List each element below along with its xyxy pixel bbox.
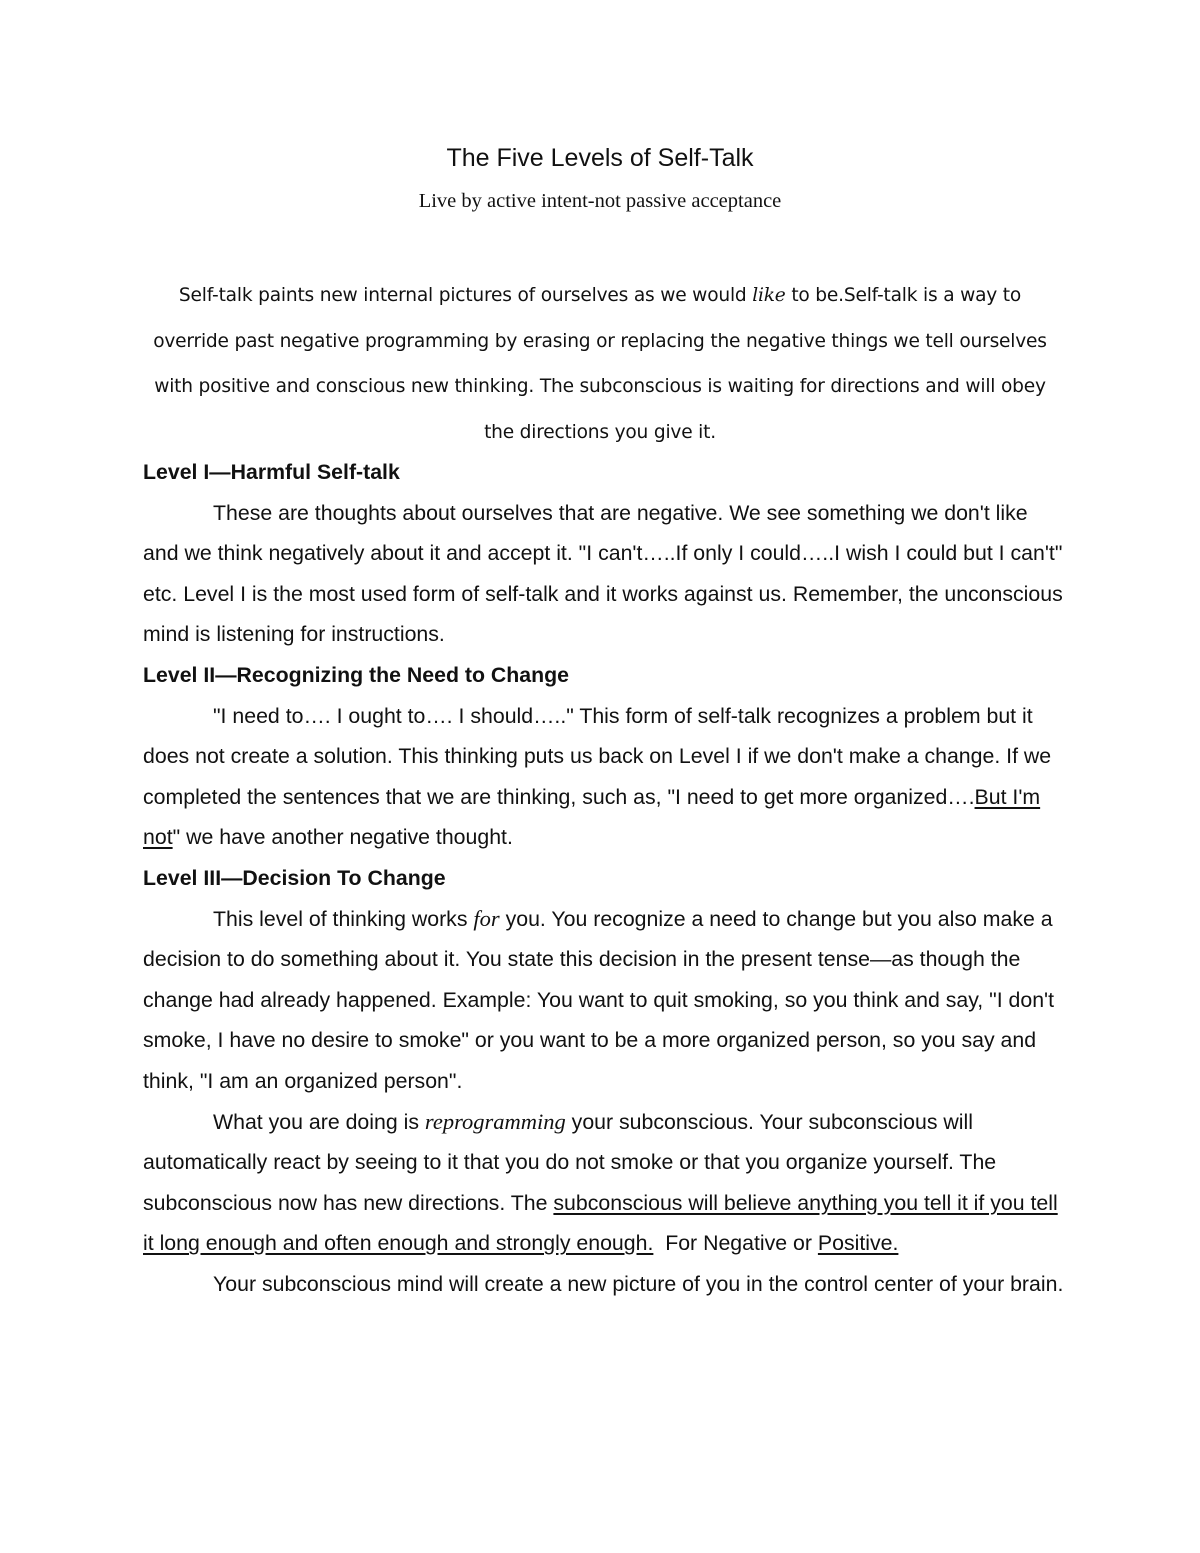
level-3-p2-gap: For Negative or xyxy=(653,1231,818,1256)
level-2-text-end: " we have another negative thought. xyxy=(172,825,513,850)
intro-text-end: to be.Self-talk is a way to override past negative programming by erasing or replacing the negative things we tell ourselves with positive and conscious new thinking. The subconscious is waiting for directions and will obey the directions you give it. xyxy=(153,285,1047,443)
level-3-underlined-sentence: subconscious will believe anything you tell it if you tell it long enough and often enough and strongly enough. xyxy=(143,1190,1058,1256)
level-3-for-emphasis: for xyxy=(473,905,500,931)
intro-paragraph xyxy=(140,273,1060,455)
intro-like-emphasis: like xyxy=(752,285,786,306)
level-2-heading: Level II—Recognizing the Need to Change xyxy=(143,662,569,687)
level-3-p2-start: What you are doing is xyxy=(213,1109,425,1134)
level-1-heading: Level I—Harmful Self-talk xyxy=(143,460,400,484)
level-2-text-start: "I need to…. I ought to…. I should….." This form of self-talk recognizes a problem but it does not create a solution. This thinking puts us back on Level I if we don't make a change. If we completed the sentences that we are thinking, such as, "I need to get more organized…. xyxy=(143,703,1052,809)
level-3-heading: Level III—Decision To Change xyxy=(143,865,446,890)
document-body xyxy=(143,452,1068,1304)
level-3-paragraph-2 xyxy=(143,1102,1068,1264)
page-title: The Five Levels of Self-Talk xyxy=(446,144,754,172)
intro-text-start: Self-talk paints new internal pictures of ourselves as we would xyxy=(178,285,753,306)
level-3-paragraph-3: Your subconscious mind will create a new picture of you in the control center of your brain. xyxy=(213,1271,1064,1296)
level-3-positive-underlined: Positive. xyxy=(817,1231,899,1256)
level-3-p2-middle: your subconscious. Your subconscious will automatically react by seeing to it that you do not smoke or that you organize yourself. The subconscious now has new directions. The xyxy=(143,1109,997,1215)
page-subtitle: Live by active intent-not passive acceptance xyxy=(418,190,782,212)
level-3-p1-end: you. You recognize a need to change but you also make a decision to do something about it. You state this decision in the present tense—as though the change had already happened. Example: You want to quit smoking, so you think and say, "I don't smoke, I have no desire to smoke" or you want to be a more organized person, so you say and think, "I am an organized person". xyxy=(143,906,1055,1093)
level-3-p1-start: This level of thinking works xyxy=(213,906,474,931)
level-3-reprogramming-emphasis: reprogramming xyxy=(424,1108,566,1134)
level-3-paragraph-1 xyxy=(143,899,1068,1102)
level-1-paragraph: These are thoughts about ourselves that are negative. We see something we don't like and we think negatively about it and accept it. "I can't…..If only I could…..I wish I could but I can't" etc. Level I is the most used form of self-talk and it works against us. Remember, the unconscious mind is listening for instructions. xyxy=(143,500,1063,647)
level-2-paragraph xyxy=(143,696,1068,858)
level-2-underlined-phrase: But I'm not xyxy=(143,784,1041,850)
